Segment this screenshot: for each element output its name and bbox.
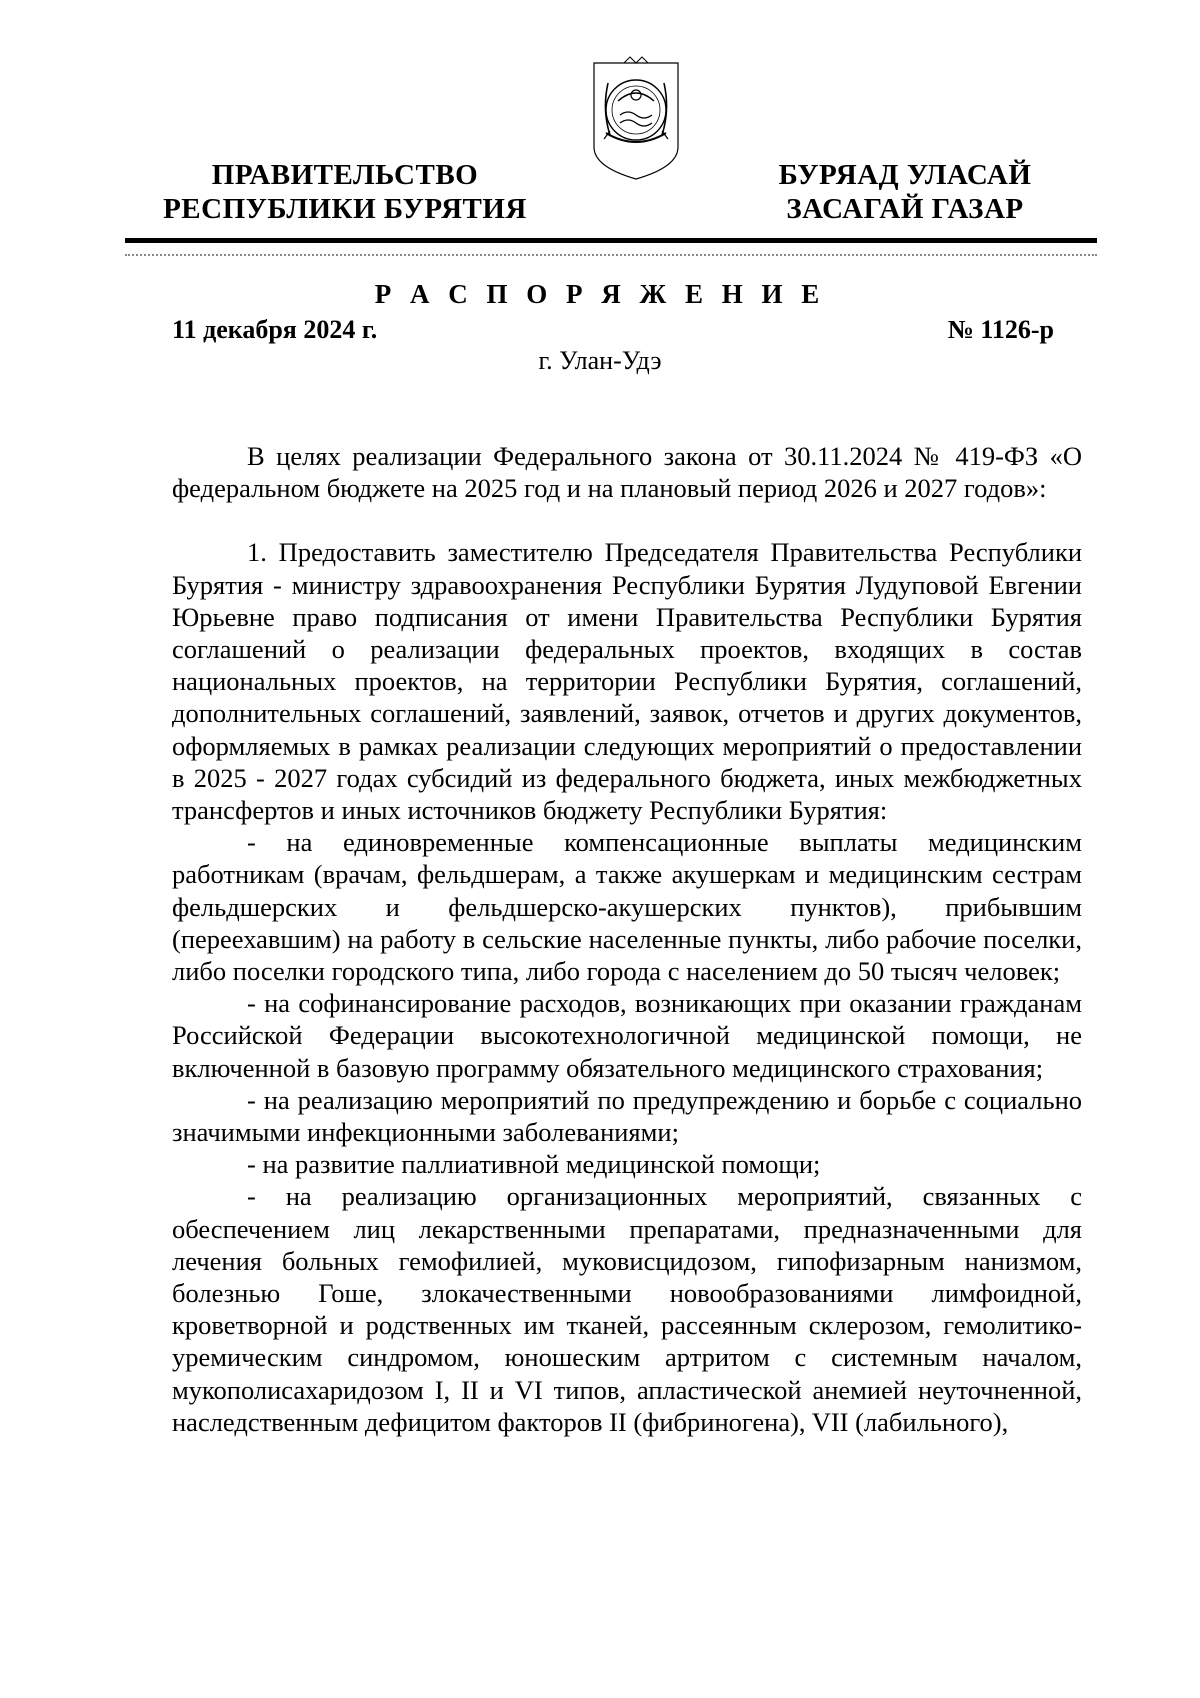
document-city: г. Улан-Удэ (538, 346, 662, 375)
bullet-item: - на софинансирование расходов, возникающих при оказании гражданам Российской Федерации высокотехнологичной медицинской помощи, не включенной в базовую программу обязательного медицинского страхования; (172, 988, 1082, 1083)
header-left-ru (160, 158, 530, 226)
header-left-line2: РЕСПУБЛИКИ БУРЯТИЯ (163, 193, 527, 225)
bullet-item: - на развитие паллиативной медицинской помощи; (247, 1149, 821, 1180)
document-body (172, 440, 1082, 1438)
document-date: 11 декабря 2024 г. (172, 315, 378, 344)
bullet-item: - на реализацию организационных мероприятий, связанных с обеспечением лиц лекарственными препаратами, предназначенными для лечения больных гемофилией, муковисцидозом, гипофизарным нанизмом, болезнью Гоше, злокачественными новообразованиями лимфоидной, кроветворной и родственных им тканей, рассеянным склерозом, гемолитико-уремическим синдромом, юношеским артритом с системным началом, мукополисахаридозом I, II и VI типов, апластической анемией неуточненной, наследственным дефицитом факторов II (фибриногена), VII (лабильного), (172, 1181, 1082, 1437)
header-right-line1: БУРЯАД УЛАСАЙ (778, 159, 1032, 191)
item-1-paragraph: 1. Предоставить заместителю Председателя Правительства Республики Бурятия - министру здравоохранения Республики Бурятия Лудуповой Евгении Юрьевне право подписания от имени Правительства Республики Бурятия соглашений о реализации федеральных проектов, входящих в состав национальных проектов, на территории Республики Бурятия, соглашений, дополнительных соглашений, заявлений, заявок, отчетов и других документов, оформляемых в рамках реализации следующих мероприятий о предоставлении в 2025 - 2027 годах субсидий из федерального бюджета, иных межбюджетных трансфертов и иных источников бюджету Республики Бурятия: (172, 537, 1082, 826)
bullet-item: - на единовременные компенсационные выплаты медицинским работникам (врачам, фельдшерам, а также акушеркам и медицинским сестрам фельдшерских и фельдшерско-акушерских пунктов), прибывшим (переехавшим) на работу в сельские населенные пункты, либо рабочие поселки, либо поселки городского типа, либо города с населением до 50 тысяч человек; (172, 827, 1082, 987)
bullet-item: - на реализацию мероприятий по предупреждению и борьбе с социально значимыми инфекционными заболеваниями; (172, 1084, 1082, 1148)
header-right-bua (770, 158, 1040, 226)
document-type-title: Р А С П О Р Я Ж Е Н И Е (374, 279, 826, 309)
document-number: № 1126-р (947, 315, 1054, 344)
header-dotted-rule (125, 254, 1097, 256)
intro-paragraph: В целях реализации Федерального закона от 30.11.2024 № 419-ФЗ «О федеральном бюджете на 2025 год и на плановый период 2026 и 2027 годов»: (172, 441, 1082, 504)
coat-of-arms-emblem (590, 55, 682, 185)
header-right-line2: ЗАСАГАЙ ГАЗАР (786, 193, 1024, 225)
header-thick-rule (125, 238, 1097, 243)
header-left-line1: ПРАВИТЕЛЬСТВО (211, 159, 479, 191)
